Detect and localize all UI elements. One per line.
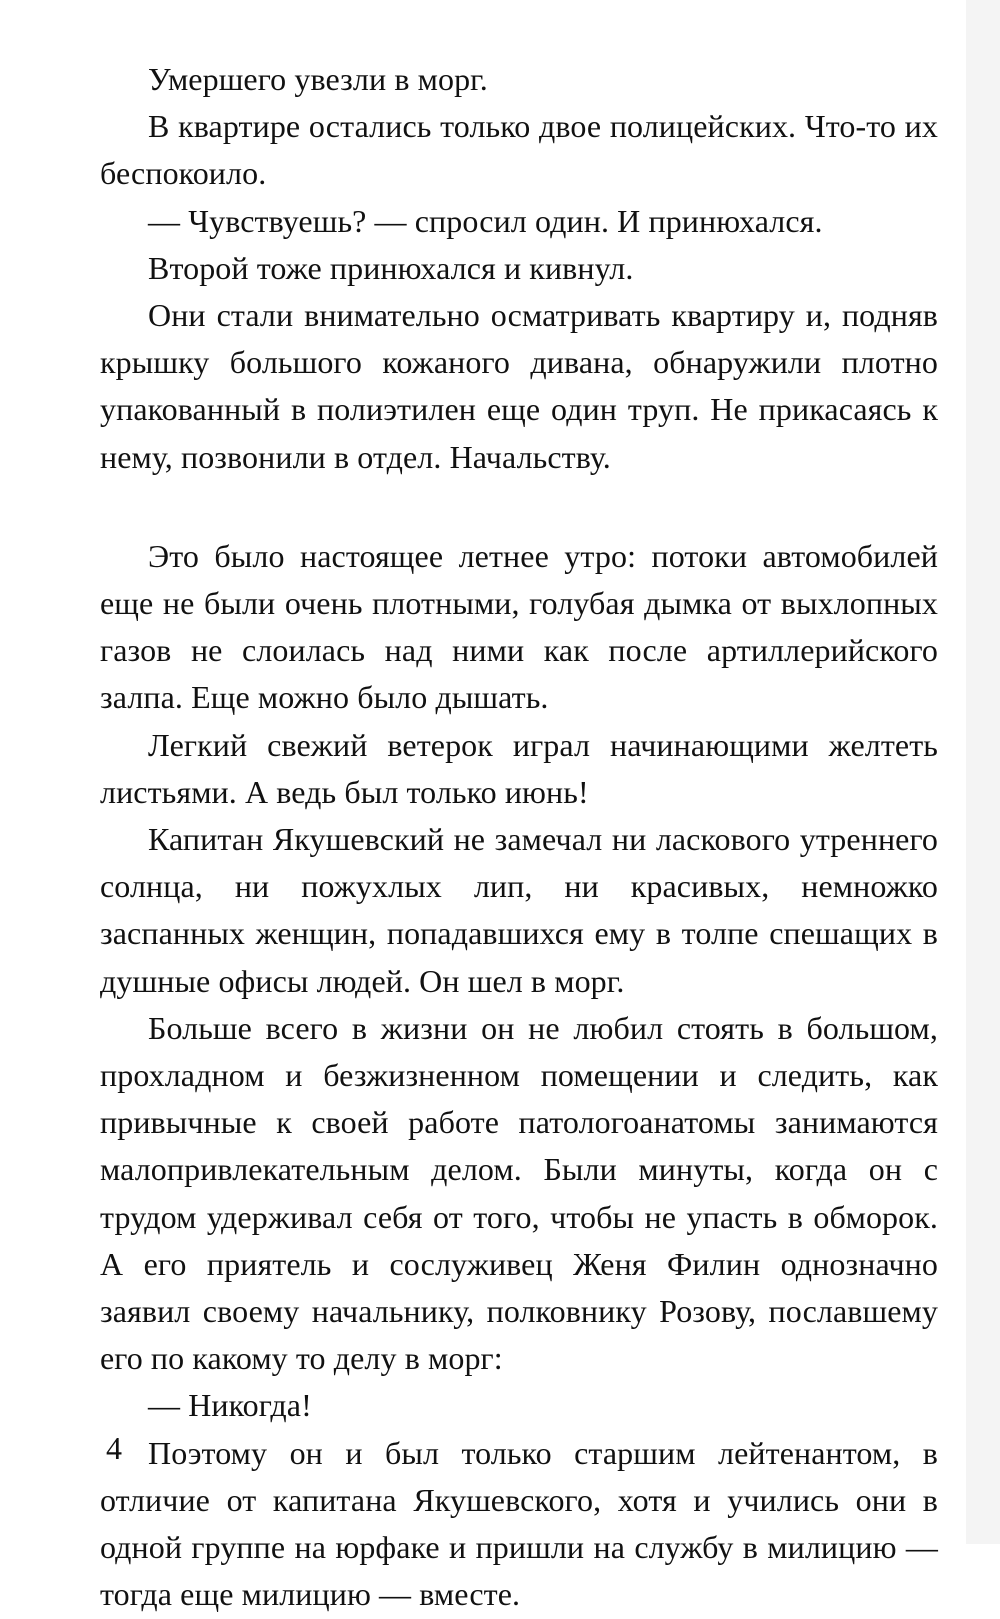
paragraph: — Чувствуешь? — спросил один. И принюхался. xyxy=(148,202,823,239)
paragraph: Больше всего в жизни он не любил стоять в большом, прохладном и безжизненном помещении и следить, как привычные к своей работе патологоанатомы занимаются малопривлекательным делом. Были минуты, когда он с трудом удерживал себя от того, чтобы не упасть в обморок. А его приятель и сослуживец Женя Филин однозначно заявил своему начальнику, полковнику Розову, пославшему его по какому то делу в морг: xyxy=(100,1009,938,1377)
page-edge-shadow xyxy=(966,0,1000,1544)
paragraph: Второй тоже принюхался и кивнул. xyxy=(148,249,634,286)
paragraph: Легкий свежий ветерок играл начинающими желтеть листьями. А ведь был только июнь! xyxy=(100,726,938,810)
paragraph: Умершего увезли в морг. xyxy=(148,61,488,97)
page-number: 4 xyxy=(106,1430,122,1466)
paragraph: Капитан Якушевский не замечал ни ласкового утреннего солнца, ни пожухлых лип, ни красивых, немножко заспанных женщин, попадавшихся ему в толпе спешащих в душные офисы людей. Он шел в морг. xyxy=(100,821,938,999)
paragraph: Они стали внимательно осматривать квартиру и, подняв крышку большого кожаного дивана, обнаружили плотно упакованный в полиэтилен еще один труп. Не прикасаясь к нему, позвонили в отдел. Начальству. xyxy=(100,297,938,475)
section-break xyxy=(100,481,938,533)
paragraph: Поэтому он и был только старшим лейтенантом, в отличие от капитана Якушевского, хотя и учились они в одной группе на юрфаке и пришли на службу в милицию — тогда еще милицию — вместе. xyxy=(100,1434,938,1613)
paragraph: В квартире остались только двое полицейских. Что-то их беспокоило. xyxy=(100,108,938,192)
paragraph: — Никогда! xyxy=(148,1387,312,1424)
paragraph: Это было настоящее летнее утро: потоки автомобилей еще не были очень плотными, голубая дымка от выхлопных газов не слоилась над ними как после артиллерийского залпа. Еще можно было дышать. xyxy=(100,537,938,716)
page-text xyxy=(100,56,938,1619)
